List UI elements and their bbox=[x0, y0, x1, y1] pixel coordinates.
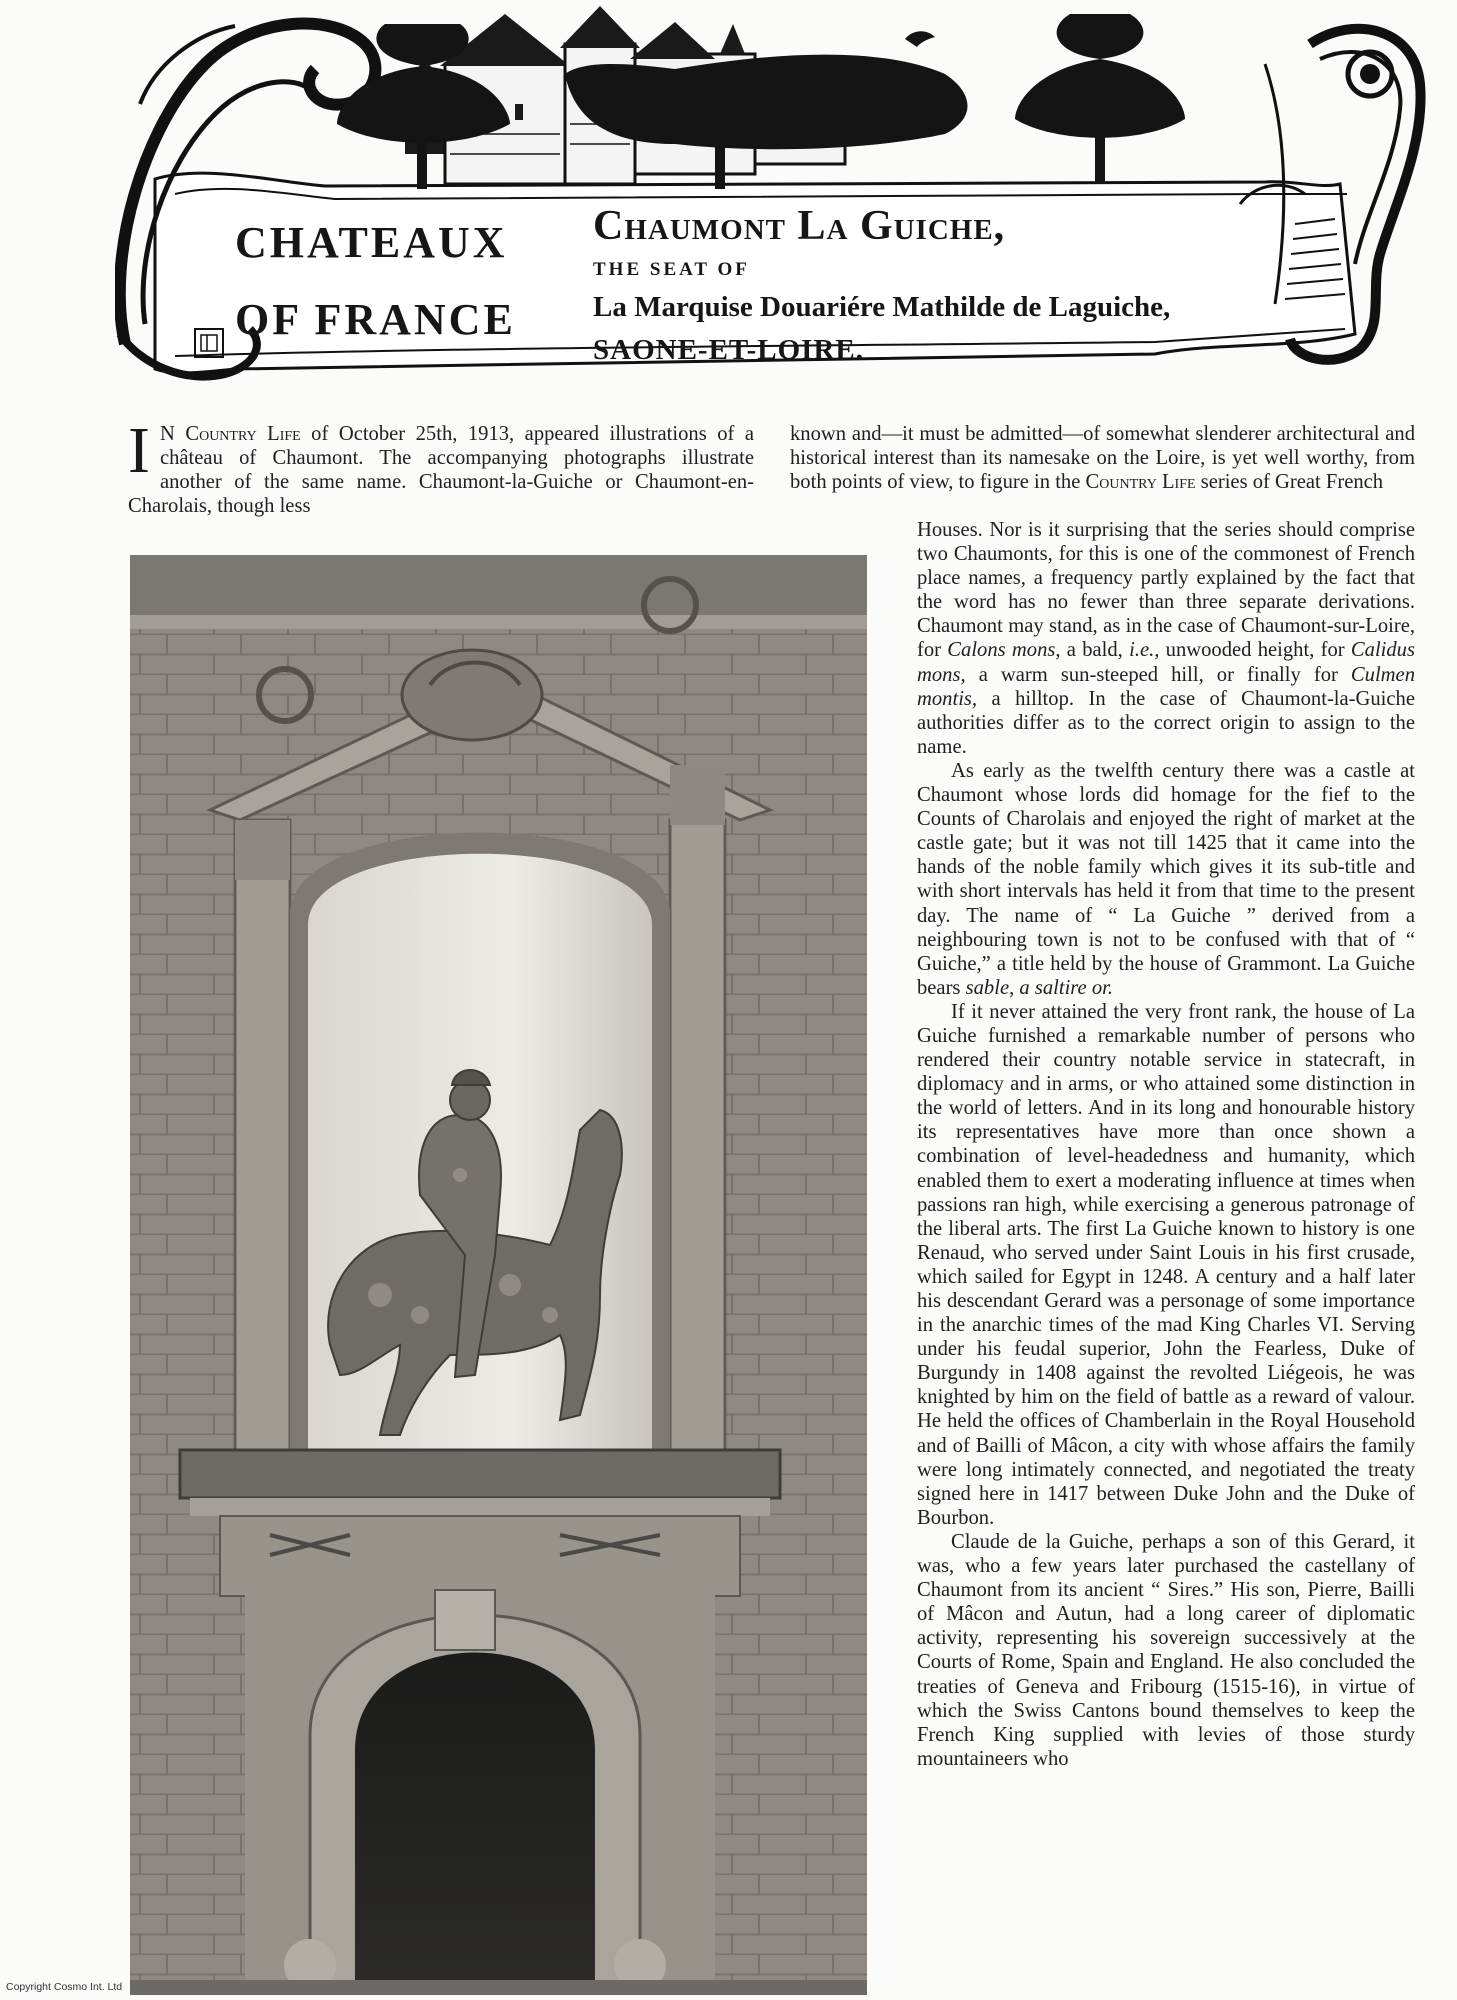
right-narrow-column bbox=[917, 518, 1415, 1993]
paragraph-house-la-guiche: If it never attained the very front rank, the house of La Guiche furnished a remarkable number of persons who rendered their country notable service in statecraft, in diplomacy and in arms, or who attained some distinction in the world of letters. And in its long and honourable history its representatives have more than once shown a combination of level-headedness and humanity, which enabled them to exert a moderating influence at times when passions ran high, while exercising a generous patronage of the liberal arts. The first La Guiche known to history is one Renaud, who served under Saint Louis in his first crusade, which sailed for Egypt in 1248. A century and a half later his descendant Gerard was a personage of some importance in the anarchic times of the mad King Charles VI. Serving under his feudal superior, John the Fearless, Duke of Burgundy in 1408 against the revolted Liégeois, he was knighted by him on the field of battle as a reward of valour. He held the offices of Chamberlain in the Royal Household and of Bailli of Mâcon, a city with whose affairs the family were long intimately connected, and negotiated the treaty signed here in 1417 between Duke John and the Duke of Bourbon. bbox=[917, 1000, 1415, 1529]
right-column-top bbox=[790, 422, 1415, 522]
article-title: Chaumont La Guiche, bbox=[593, 203, 1006, 249]
series-title-line-1: CHATEAUX bbox=[235, 218, 508, 267]
region-name: SAONE-ET-LOIRE. bbox=[593, 334, 864, 366]
equestrian-statue-gateway-photo bbox=[130, 555, 867, 1995]
series-title-line-2: OF FRANCE bbox=[235, 295, 516, 344]
copyright-notice: Copyright Cosmo Int. Ltd bbox=[6, 1981, 123, 1993]
paragraph-claude-de-la-guiche: Claude de la Guiche, perhaps a son of this Gerard, it was, who a few years later purchased the castellany of Chaumont from its ancient “ Sires.” His son, Pierre, Bailli of Mâcon and Autun, had a long career of diplomatic activity, representing his sovereign successively at the Courts of Rome, Spain and England. He also concluded the treaties of Geneva and Fribourg (1515-16), in virtue of which the Swiss Cantons bound themselves to keep the French King supplied with levies of those sturdy mountaineers who bbox=[917, 1530, 1415, 1770]
photo-equestrian-gateway bbox=[130, 555, 867, 1995]
intro-text: N Country Life of October 25th, 1913, appeared illustrations of a château of Chaumont. The accompanying photographs illustrate another of the same name. Chaumont-la-Guiche or Chaumont-en-Charolais, though less bbox=[128, 423, 754, 518]
header-banner bbox=[115, 4, 1427, 400]
paragraph-place-names: Houses. Nor is it surprising that the series should comprise two Chaumonts, for this is one of the commonest of French place names, a frequency partly explained by the fact that the word has no fewer than three separate derivations. Chaumont may stand, as in the case of Chaumont-sur-Loire, for Calons mons, a bald, i.e., unwooded height, for Calidus mons, a warm sun-steeped hill, or finally for Culmen montis, a hilltop. In the case of Chaumont-la-Guiche authorities differ as to the correct origin to assign to the name. bbox=[917, 519, 1415, 758]
right-column-top-text: known and—it must be admitted—of somewhat slenderer architectural and historical interest than its namesake on the Loire, is yet well worthy, from both points of view, to figure in the Country Life series of Great French bbox=[790, 423, 1415, 494]
seat-of-label: THE SEAT OF bbox=[593, 259, 750, 280]
owner-name: La Marquise Douariére Mathilde de Laguiche, bbox=[593, 291, 1171, 323]
intro-paragraph bbox=[128, 422, 754, 522]
drop-cap: I bbox=[128, 422, 150, 487]
paragraph-twelfth-century: As early as the twelfth century there was a castle at Chaumont whose lords did homage for the fief to the Counts of Charolais and enjoyed the right of market at the castle gate; but it was not till 1425 that it came into the hands of the noble family which gives it its sub-title and with short intervals has held it from that time to the present day. The name of “ La Guiche ” derived from a neighbouring town is not to be confused with that of “ Guiche,” a title held by the house of Grammont. La Guiche bears sable, a saltire or. bbox=[917, 759, 1415, 999]
